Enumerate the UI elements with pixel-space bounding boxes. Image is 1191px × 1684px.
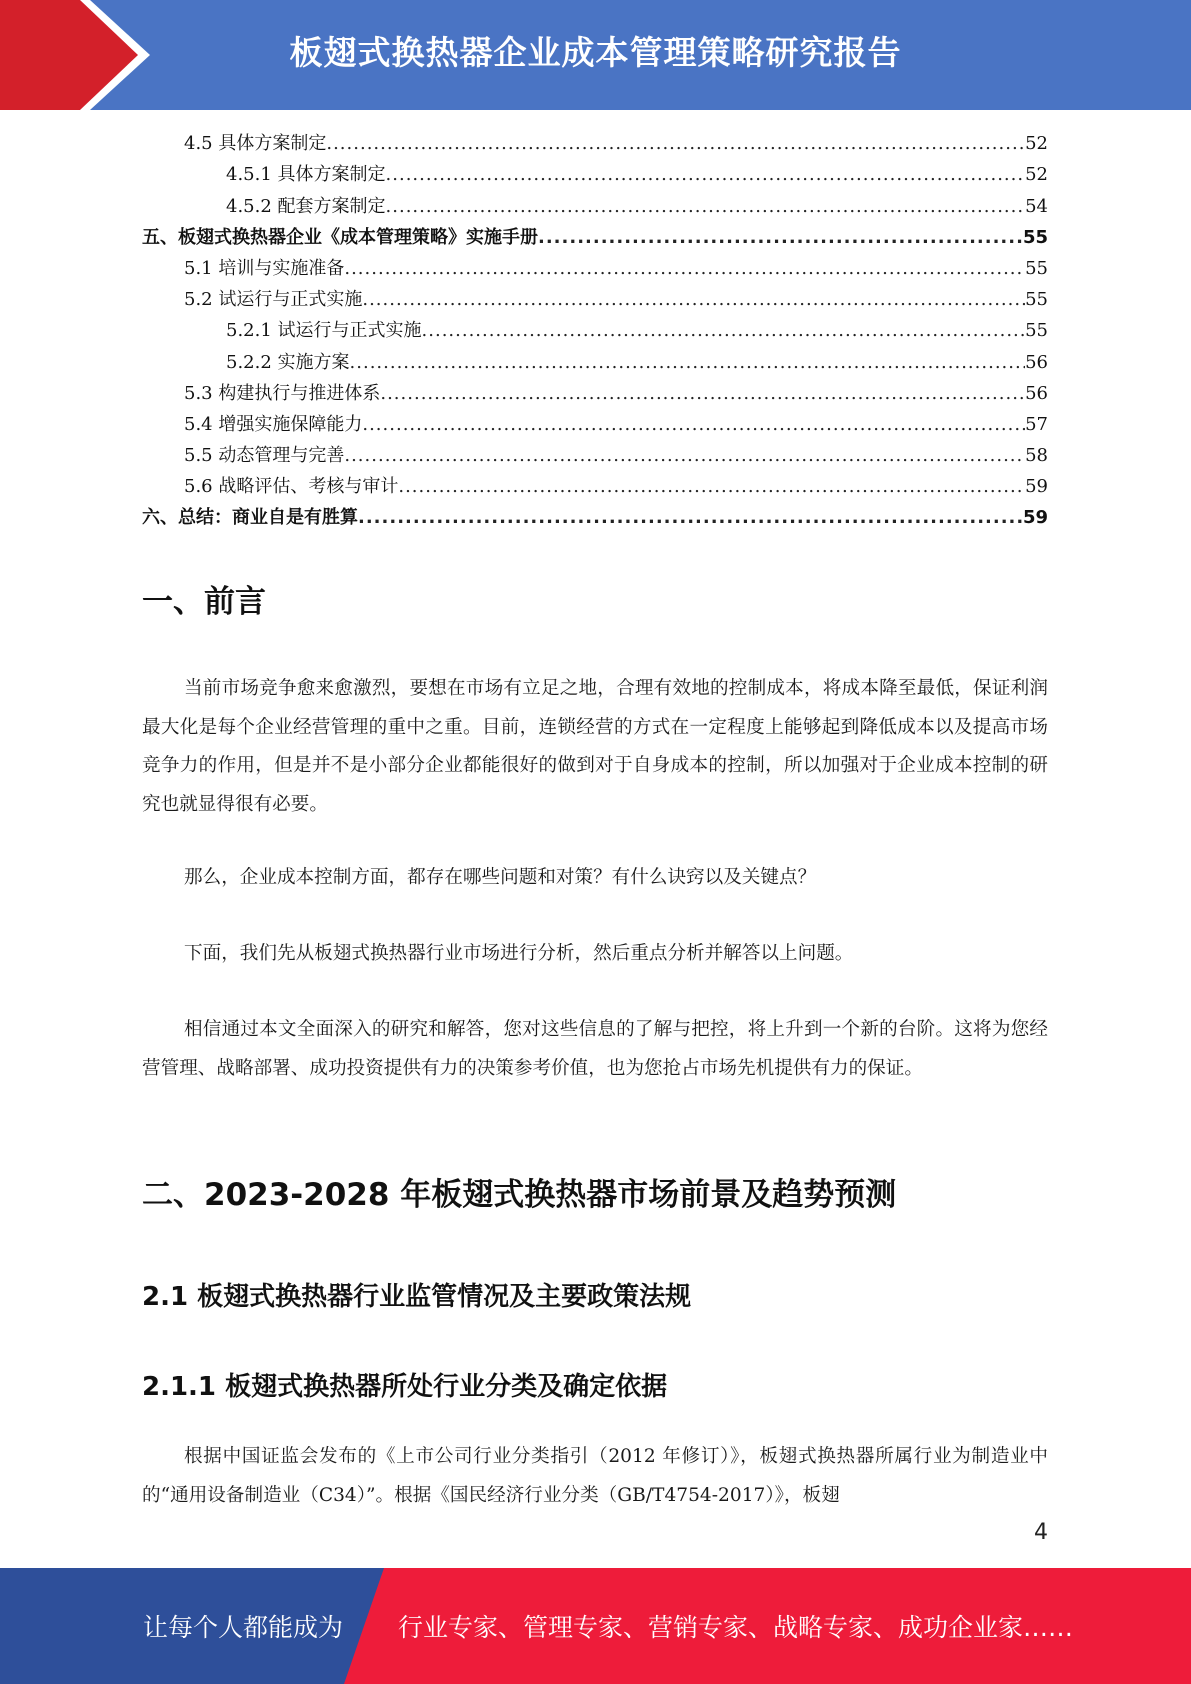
toc-entry[interactable] [142,471,1048,502]
toc-entry[interactable] [142,284,1048,315]
toc-entry[interactable] [142,315,1048,346]
preface-paragraph-2: 那么，企业成本控制方面，都存在哪些问题和对策？有什么诀窍以及关键点？ [184,867,817,888]
toc-leader-dots [350,347,1026,378]
toc-entry-page: 55 [1022,226,1048,248]
toc-leader-dots [380,378,1025,409]
classification-paragraph: 根据中国证监会发布的《上市公司行业分类指引（2012 年修订）》，板翅式换热器所属行业为制造业中的“通用设备制造业（C34）”。根据《国民经济行业分类（GB/T4754-2017）》，板翅 [142,1446,1048,1506]
toc-leader-dots [422,315,1026,346]
toc-leader-dots [326,128,1025,159]
footer-slogan-right: 行业专家、管理专家、营销专家、战略专家、成功企业家…… [398,1613,1074,1642]
section-2-1-heading: 2.1 板翅式换热器行业监管情况及主要政策法规 [142,1282,692,1312]
toc-entry-page: 55 [1025,320,1048,342]
toc-entry-page: 59 [1025,476,1048,498]
red-arrow-icon [0,0,150,110]
toc-entry-label: 六、总结：商业自是有胜算 [142,507,358,529]
toc-entry-label: 5.1 培训与实施准备 [184,257,345,279]
toc-leader-dots [358,502,1023,533]
report-footer [0,1568,1191,1684]
toc-entry-page: 56 [1025,351,1048,373]
toc-entry[interactable] [142,440,1048,471]
preface-paragraph-1: 当前市场竞争愈来愈激烈，要想在市场有立足之地，合理有效地的控制成本，将成本降至最低，保证利润最大化是每个企业经营管理的重中之重。目前，连锁经营的方式在一定程度上能够起到降低成本以及提高市场竞争力的作用，但是并不是小部分企业都能很好的做到对于自身成本的控制，所以加强对于企业成本控制的研究也就显得很有必要。 [142,678,1048,815]
toc-leader-dots [386,159,1026,190]
toc-entry-label: 5.2.1 试运行与正式实施 [226,320,422,342]
market-forecast-heading: 二、2023-2028 年板翅式换热器市场前景及趋势预测 [142,1177,897,1213]
toc-leader-dots [538,222,1023,253]
report-title: 板翅式换热器企业成本管理策略研究报告 [289,33,902,72]
toc-entry[interactable] [142,378,1048,409]
table-of-contents [142,128,1048,533]
toc-leader-dots [398,471,1025,502]
toc-entry-page: 59 [1022,507,1048,529]
toc-entry-label: 4.5.1 具体方案制定 [226,164,386,186]
toc-leader-dots [362,284,1025,315]
footer-slogan-left: 让每个人都能成为 [143,1613,344,1642]
toc-entry[interactable] [142,190,1048,221]
toc-leader-dots [344,253,1025,284]
toc-entry[interactable] [142,409,1048,440]
preface-paragraph-4: 相信通过本文全面深入的研究和解答，您对这些信息的了解与把控，将上升到一个新的台阶。这将为您经营管理、战略部署、成功投资提供有力的决策参考价值，也为您抢占市场先机提供有力的保证。 [142,1019,1048,1079]
preface-heading: 一、前言 [142,584,266,620]
toc-entry-page: 55 [1025,257,1048,279]
toc-entry-label: 5.4 增强实施保障能力 [184,413,363,435]
toc-leader-dots [362,409,1025,440]
toc-entry-label: 5.5 动态管理与完善 [184,445,345,467]
toc-entry-page: 57 [1025,413,1048,435]
toc-entry-label: 4.5.2 配套方案制定 [226,195,386,217]
toc-entry-page: 52 [1025,164,1048,186]
toc-leader-dots [344,440,1025,471]
toc-entry-label: 五、板翅式换热器企业《成本管理策略》实施手册 [142,226,538,248]
toc-entry[interactable] [142,253,1048,284]
toc-entry-label: 5.2.2 实施方案 [226,351,350,373]
preface-paragraph-3: 下面，我们先从板翅式换热器行业市场进行分析，然后重点分析并解答以上问题。 [184,943,854,964]
toc-entry-chapter[interactable] [142,222,1048,253]
toc-entry[interactable] [142,346,1048,377]
toc-entry-page: 58 [1025,445,1048,467]
toc-leader-dots [386,191,1026,222]
toc-entry-label: 5.3 构建执行与推进体系 [184,382,381,404]
report-header [0,0,1191,110]
toc-entry-label: 5.2 试运行与正式实施 [184,289,363,311]
section-2-1-1-heading: 2.1.1 板翅式换热器所处行业分类及确定依据 [142,1372,668,1402]
toc-entry-page: 56 [1025,382,1048,404]
page-number: 4 [1034,1520,1048,1545]
toc-entry-label: 4.5 具体方案制定 [184,133,327,155]
toc-entry[interactable] [142,128,1048,159]
toc-entry-page: 52 [1025,133,1048,155]
toc-entry-page: 54 [1025,195,1048,217]
toc-entry-page: 55 [1025,289,1048,311]
toc-entry-chapter[interactable] [142,502,1048,533]
toc-entry-label: 5.6 战略评估、考核与审计 [184,476,399,498]
toc-entry[interactable] [142,159,1048,190]
